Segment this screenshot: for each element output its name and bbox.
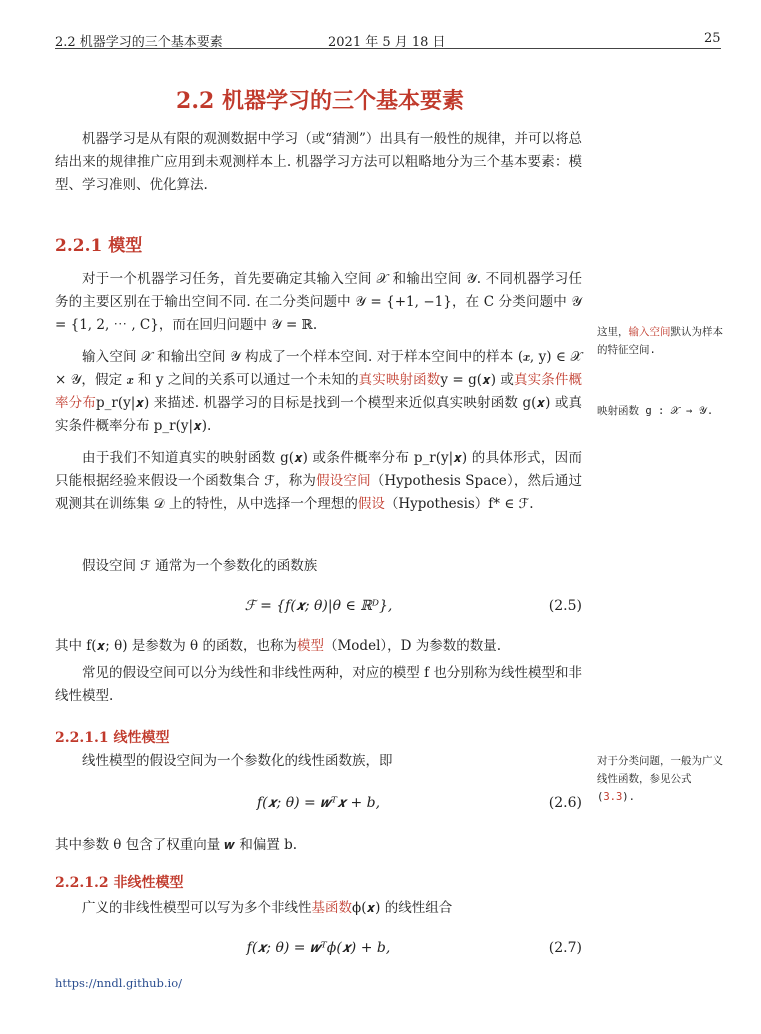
margin-note-classification: [597, 752, 727, 806]
intro-paragraph: 机器学习是从有限的观测数据中学习（或“猜测”）出具有一般性的规律，并可以将总结出来的规律推广应用到未观测样本上. 机器学习方法可以粗略地分为三个基本要素：模型、学习准则、优化算法.: [55, 131, 582, 193]
side1-term: 输入空间: [628, 326, 671, 338]
section-title: 2.2 机器学习的三个基本要素: [176, 88, 464, 114]
term-basis-function: 基函数: [311, 900, 352, 916]
term-hypothesis: 假设: [357, 496, 385, 512]
running-header-date: 2021 年 5 月 18 日: [328, 35, 446, 50]
paragraph-linear-nonlinear: 常见的假设空间可以分为线性和非线性两种，对应的模型 f 也分别称为线性模型和非线性模型.: [55, 665, 582, 704]
p5-text-b: （Model），D 为参数的数量.: [323, 638, 502, 654]
subsection-heading-model: 2.2.1 模型: [55, 236, 143, 256]
p3-text-c: （Hypothesis）f* ∈ ℱ.: [384, 496, 534, 512]
term-true-mapping: 真实映射函数: [358, 372, 441, 388]
margin-note-mapping: 映射函数 g : 𝒳 → 𝒴.: [597, 405, 714, 417]
p5-text-a: 其中 f(𝒙; θ) 是参数为 θ 的函数，也称为: [55, 638, 297, 654]
subsubsection-heading-nonlinear: 2.2.1.2 非线性模型: [55, 875, 184, 891]
paragraph-hypothesis: [55, 447, 582, 516]
p3-text-a: 由于我们不知道真实的映射函数 g(𝒙) 或条件概率分布 p_r(y|𝒙) 的具体形式，因而只能根据经验来假设一个函数集合 ℱ，称为: [55, 450, 582, 489]
equation-2-7-formula: f(𝒙; θ) = 𝒘ᵀϕ(𝒙) + b,: [246, 940, 391, 956]
p9-text-a: 广义的非线性模型可以写为多个非线性: [82, 900, 312, 916]
paragraph-spaces: 对于一个机器学习任务，首先要确定其输入空间 𝒳 和输出空间 𝒴. 不同机器学习任务的主要区别在于输出空间不同. 在二分类问题中 𝒴 = {+1, −1}，在 C 分类问题中 𝒴 = {1, 2, ⋯ , C}，而在回归问题中 𝒴 = ℝ.: [55, 271, 582, 333]
header-rule: [55, 48, 721, 49]
equation-2-6-formula: f(𝒙; θ) = 𝒘ᵀ𝒙 + b,: [256, 795, 381, 811]
side3-text-a: 对于分类问题，一般为广义线性函数，参见公式(: [597, 755, 723, 803]
p9-text-b: ϕ(𝒙) 的线性组合: [352, 900, 453, 916]
paragraph-sample-space: [55, 346, 582, 438]
paragraph-nonlinear-model: [55, 897, 582, 920]
paragraph-model-def: [55, 635, 582, 658]
equation-2-5-formula: ℱ = {f(𝒙; θ)|θ ∈ ℝᴰ},: [244, 598, 393, 614]
paragraph-linear-model: 线性模型的假设空间为一个参数化的线性函数族，即: [82, 753, 393, 769]
p3-text-b: （Hypothesis Space），然后通过观测其在训练集 𝒟 上的特性，从中选择一个理想的: [55, 473, 583, 512]
equation-2-6-number: (2.6): [548, 795, 582, 811]
side1-text-b: 默认为样本的特征空间.: [597, 326, 723, 356]
equation-2-5-number: (2.5): [548, 598, 582, 614]
page-number: 25: [704, 31, 721, 46]
margin-note-input-space: [597, 323, 727, 359]
equation-2-7-number: (2.7): [548, 940, 582, 956]
p2-text-b: y = g(𝒙) 或: [440, 372, 515, 388]
side3-text-b: ).: [622, 791, 635, 803]
p2-text-a: 输入空间 𝒳 和输出空间 𝒴 构成了一个样本空间. 对于样本空间中的样本 (𝒙, y) ∈ 𝒳 × 𝒴，假定 𝒙 和 y 之间的关系可以通过一个未知的: [55, 349, 582, 388]
footer-url-link[interactable]: https://nndl.github.io/: [55, 976, 183, 990]
paragraph-param-family: 假设空间 ℱ 通常为一个参数化的函数族: [82, 558, 318, 574]
equation-ref-link[interactable]: 3.3: [603, 791, 623, 803]
running-header-section: 2.2 机器学习的三个基本要素: [55, 35, 223, 50]
side1-text-a: 这里，: [597, 326, 629, 338]
term-true-conditional: 真实条件概率分布: [55, 372, 583, 411]
paragraph-linear-params: 其中参数 θ 包含了权重向量 𝒘 和偏置 b.: [55, 837, 298, 853]
p2-text-c: p_r(y|𝒙) 来描述. 机器学习的目标是找到一个模型来近似真实映射函数 g(𝒙) 或真实条件概率分布 p_r(y|𝒙).: [55, 395, 583, 434]
subsubsection-heading-linear: 2.2.1.1 线性模型: [55, 730, 170, 746]
term-hypothesis-space: 假设空间: [316, 473, 371, 489]
term-model: 模型: [296, 638, 324, 654]
